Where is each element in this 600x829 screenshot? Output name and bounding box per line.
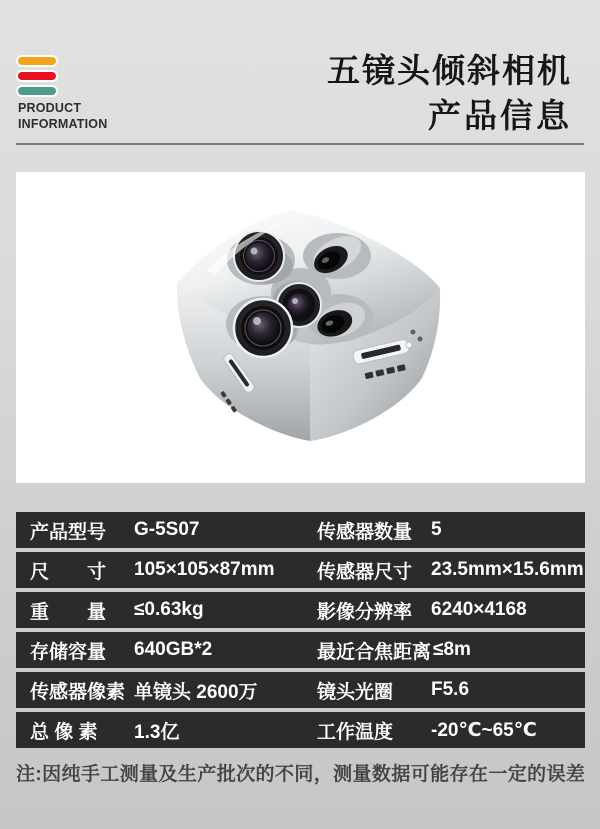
- spec-value: G-5S07: [134, 519, 200, 540]
- spec-label: 传感器尺寸: [317, 561, 413, 583]
- spec-value: 1.3亿: [134, 721, 180, 743]
- title-line-1: 五镜头倾斜相机: [327, 52, 572, 89]
- spec-row-sensor-pixels: [16, 672, 585, 708]
- brand-logo: [18, 57, 56, 102]
- logo-bar-teal-icon: [18, 87, 56, 95]
- brand-line-1: PRODUCT: [18, 101, 82, 115]
- spec-label: 产品型号: [30, 521, 107, 543]
- spec-label: 总 像 素: [30, 721, 98, 743]
- specs-table: [16, 512, 585, 752]
- spec-label: 影像分辨率: [317, 601, 413, 623]
- header-divider: [16, 143, 584, 145]
- spec-row-weight: [16, 592, 585, 628]
- logo-bar-red-icon: [18, 72, 56, 80]
- spec-value: ≤0.63kg: [134, 599, 204, 620]
- logo-bar-orange-icon: [18, 57, 56, 65]
- spec-label: 存储容量: [30, 641, 107, 663]
- spec-label: 传感器像素: [30, 681, 126, 703]
- spec-value: ≤8m: [433, 639, 471, 660]
- spec-value: 单镜头 2600万: [134, 681, 258, 703]
- spec-value: 23.5mm×15.6mm: [431, 559, 584, 580]
- spec-label: 最近合焦距离: [317, 641, 432, 663]
- spec-label: 工作温度: [317, 721, 394, 743]
- spec-value: 6240×4168: [431, 599, 527, 620]
- title-line-2: 产品信息: [428, 97, 572, 134]
- spec-value: 640GB*2: [134, 639, 213, 660]
- page-title: [327, 48, 572, 138]
- spec-row-total-pixels: [16, 712, 585, 748]
- spec-row-model: [16, 512, 585, 548]
- spec-row-size: [16, 552, 585, 588]
- product-image-panel: [16, 172, 585, 483]
- product-image: [177, 208, 443, 444]
- brand-text: [18, 100, 107, 132]
- brand-line-2: INFORMATION: [18, 117, 108, 131]
- spec-row-storage: [16, 632, 585, 668]
- spec-label: 传感器数量: [317, 521, 413, 543]
- spec-value: 5: [431, 519, 442, 540]
- spec-value: 105×105×87mm: [134, 559, 275, 580]
- spec-label: 镜头光圈: [317, 681, 394, 703]
- spec-value: F5.6: [431, 679, 470, 700]
- measurement-note: 注:因纯手工测量及生产批次的不同，测量数据可能存在一定的误差: [16, 764, 586, 785]
- spec-label: 尺 寸: [30, 561, 107, 583]
- spec-label: 重 量: [30, 601, 107, 623]
- spec-value: -20℃~65℃: [431, 719, 537, 741]
